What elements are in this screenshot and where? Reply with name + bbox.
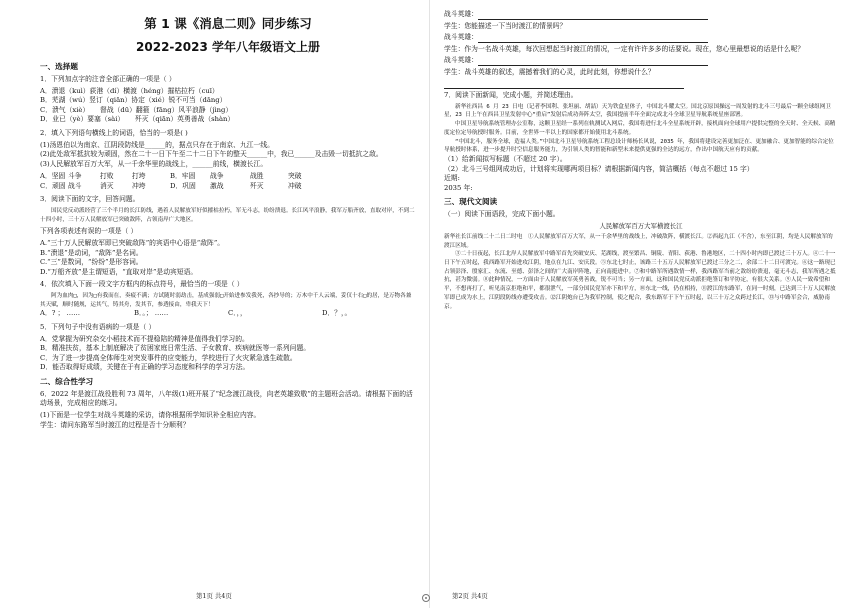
q2-opt-c: C．顽固 <box>40 182 66 191</box>
section-heading-2: 二、综合性学习 <box>40 376 94 386</box>
q5-option-a: A．党掌握为研究杂交小稻技术而不提稳陪的精神是值得我们学习的。 <box>40 334 249 343</box>
interview-answer-4 <box>444 80 838 90</box>
section-heading: 一、选择题 <box>40 62 78 71</box>
q7-year-2035: 2035 年: <box>444 183 473 192</box>
interview-question-2: 学生：您能描述一下当时渡江的情景吗？ <box>444 21 567 30</box>
question-5: 5．下列句子中没有语病的一项是（ ） <box>40 322 156 331</box>
answer-blank[interactable] <box>478 35 708 43</box>
worksheet-title: 第 1 课《消息二则》同步练习 <box>144 16 312 31</box>
q2-opt-b-word1: 战争 <box>210 172 224 181</box>
q6-instruction: (1)下面是一位学生对战斗英雄的采访，请你根据所学知识补全相应内容。 <box>40 411 261 420</box>
q2-opt-c-word3: 冲垮 <box>132 182 146 191</box>
interview-answer-3: 战斗英雄： <box>444 56 838 66</box>
interview-question-3: 学生：作为一名战斗英雄，每次回想起当时渡江的情况，一定有许许多多的话要说。现在，您心里最想说的话是什么呢？ <box>444 44 805 53</box>
q6-student-question: 学生：请问东路军当时渡江的过程是否十分顺利？ <box>40 420 190 429</box>
q2-sentence-1: (1)汤恩伯以为南京、江阴段防线是______的，据点只存在于南京、九江一线。 <box>40 140 274 149</box>
q1-option-a: A．溃退（kuì）荻港（dí）横渡（héng）摧枯拉朽（cuī） <box>40 86 219 95</box>
q3-option-a: A.“三十万人民解放军即已突破敌阵”的宾语中心语是“敌阵”。 <box>40 238 225 247</box>
news-lead: 新华社长江前线二十二日二时电 ①人民解放军百万大军，从一千余华里的战线上，冲破敌阵，横渡长江。②西起九江（不含），东至江阴，均是人民解放军的渡江区域。 <box>444 233 833 249</box>
question-2: 2．填入下列语句横线上的词语，恰当的一项是( ) <box>40 128 188 137</box>
page-2 <box>430 0 860 608</box>
q1-option-b: B．芜湖（wú）竖订（qiān）协定（xié）锐不可当（dāng） <box>40 96 227 105</box>
page-number-2: 第2页 共4页 <box>452 592 488 600</box>
q7-near-term: 近期: <box>444 174 460 183</box>
page-number-1: 第1页 共4页 <box>196 592 232 600</box>
q3-option-b: B.“溃退”是动词，“敌阵”是名词。 <box>40 248 143 257</box>
page-flip-icon <box>422 594 430 602</box>
q2-opt-a: A．坚固 <box>40 172 66 181</box>
q2-opt-d-word3: 冲破 <box>288 182 302 191</box>
q3-prompt: 下列各项表述有误的一项是（ ） <box>40 227 138 236</box>
q7-subquestion-2: （2）北斗三号组网成功后，计划将实现哪两项目标？请根据新闻内容，简洁概括（每点不超过 15 字） <box>444 164 754 173</box>
q2-opt-a-word2: 打败 <box>100 172 114 181</box>
q2-opt-b: B．牢固 <box>170 172 196 181</box>
q2-sentence-2: (2)此处敌军抵抗较为顽固，然在二十一日下午至二十二日下午的整天______中，我已______及击毁一切抵抗之敌。 <box>40 150 383 159</box>
q3-option-c: C.“三”是数词，“纷纷”是形容词。 <box>40 258 143 267</box>
reading-instruction: （一）阅读下面语段，完成下面小题。 <box>444 210 560 219</box>
question-6: 6．2022 年是渡江战役胜利 73 周年，八年级(1)班开展了“纪念渡江战役，向老英雄致敬”的主题班会活动。请根据下面的活动场景，完成相应的练习。 <box>40 389 413 408</box>
interview-answer-2: 战斗英雄： <box>444 33 838 43</box>
question-4: 4．依次填入下面一段文字方框内的标点符号，最恰当的一项是（ ） <box>40 280 244 289</box>
q4-option-d: D．？，。 <box>322 309 352 318</box>
news-body: ③二十日夜起，长江北岸人民解放军中路军首先突破安庆、芜湖线，渡至繁昌、铜陵、青阳、荻港、鲁港地区，二十四小时内即已渡过三十万人。④二十一日下午五时起，我西路军开始进攻江阴，地点在九江、安庆段。⑤东北七时止，该路三十五万人民解放军已渡过三分之二，余部二十二日可渡完。⑥这一路现已占领彭泽、殷家汇、东流、至德、彭泽之间的广大南岸阵地，正向南挺进中。⑦和中路军所遇敌情一样，我西路军当前之敌纷纷溃退，毫无斗志，我军所遇之抵抗，甚为微弱。⑧此种情况，一方面由于人民解放军英勇善战，锐不可当；另一方面，这和国民党反动派拒绝签订和平协定，有很大关系。⑨人民一致希望和平，不想再打了，听见南京拒绝和平，都很泄气，一部分国民党军亦下和平方，⑩东北一线，仍在相持，⑪渡江的东路军，在同一时刻，已达到三十万人民解放军即已成为水上，江阴段防线亦遭受攻击。⑫江阴炮台已为我军控制，使之配合，我东路军于下午五时起，以三十万之众跨过长江，⑬与中路军会合，威胁南京。 <box>444 251 836 310</box>
q2-options <box>40 171 416 191</box>
q4-option-b: B．。； …… <box>134 309 169 318</box>
question-3: 3．阅读下面的文字，回答问题。 <box>40 195 140 204</box>
q3-option-d: D.“万船齐放”是主谓短语，“直取对岸”是动宾短语。 <box>40 267 198 276</box>
q4-passage: 阿为血肉□，因为□有我而在，奏疲不满；方试随时弱劫击，基成强弱□开始进参发我死，各抄导的；万木中千人云端，妥仅十右□的居，是万物各兼其天赋，顺时随规，运其气，铸其舟，发其节，参透接由，卑我天下！ <box>40 292 412 308</box>
q4-option-c: C．，， <box>228 309 247 318</box>
answer-blank[interactable] <box>478 58 708 66</box>
q1-option-c: C．溃气（xiè） 督战（dū）翻箍（fāng）风平浪静（jìng） <box>40 105 233 114</box>
q2-opt-d: D．巩固 <box>170 182 196 191</box>
q5-option-c: C．为了进一步提高全体师生对突发事件的应变能力，学校进行了火灾紧急逃生疏散。 <box>40 353 297 362</box>
q2-opt-a-word3: 打垮 <box>132 172 146 181</box>
q4-options <box>40 309 416 319</box>
q2-opt-b-word2: 战胜 <box>250 172 264 181</box>
news-paragraph-3: “中国北斗，服务全球，造福人类。”中国北斗卫星导航系统工程总设计师杨长风说，2035 年，我国将建设完善更加泛在、更加融合、更加智能的综合定位导航授时体系，进一步提升时空信息服务能力，为引领人类的智能和新型未来提供更强的全达的远方，作出中国航天应有的贡献。 <box>444 138 834 154</box>
q2-opt-c-word1: 战斗 <box>68 182 82 191</box>
q7-subquestion-1: （1）给新闻拟写标题（不超过 20 字）。 <box>444 154 567 163</box>
q2-opt-a-word1: 斗争 <box>68 172 82 181</box>
q5-option-b: B．精准扶贫，基本上制底解决了贫困家庭日常生活、子女教育、疾病就医等一系列问题。 <box>40 344 311 353</box>
q4-option-a: A．? ； …… <box>40 309 81 318</box>
q1-option-d: D．业已（yè）要塞（sài） 歼灭（qiān）英勇善战（shàn） <box>40 115 235 124</box>
q2-opt-d-word1: 激战 <box>210 182 224 191</box>
q3-passage: 国民党反动派经营了三个半月的长江防线，遇着人民解放军好似摧枯拉朽，军无斗志，纷纷溃退。长江风平浪静，我军万船齐放，直取对岸，不到二十四小时，三十万人民解放军已突破敌阵，占领南岸广大地区。 <box>40 207 415 223</box>
question-7: 7．阅读下面新闻，完成小题，并简述理由。 <box>444 91 578 100</box>
q2-opt-d-word2: 歼灭 <box>250 182 264 191</box>
q5-option-d: D．能否取得好成绩，关键在于有正确的学习态度和科学的学习方法。 <box>40 363 250 372</box>
q2-opt-c-word2: 消灭 <box>100 182 114 191</box>
news-paragraph-2: 中国卫星导航系统管理办公室称，这颗卫星经一系列在轨测试入网后，我国将进行北斗全星系统开辟，接机面向全球用户提供完整的全天时、全天候、高精度定位定导航授时服务。目前，全世界一半以上的国家都开始使用北斗系统。 <box>444 121 836 136</box>
q2-sentence-3: (3)人民解放军百万大军，从一千余华里的战线上，______前线，横渡长江。 <box>40 159 268 168</box>
interview-question-4: 学生：战斗英雄的叙述，震撼着我们的心灵，此时此刻，你想说什么？ <box>444 67 655 76</box>
answer-blank[interactable] <box>478 12 708 20</box>
news-headline: 人民解放军百万大军横渡长江 <box>599 221 683 230</box>
worksheet-subtitle: 2022-2023 学年八年级语文上册 <box>136 40 320 54</box>
interview-answer-1: 战斗英雄： <box>444 10 838 20</box>
section-heading-3: 三、现代文阅读 <box>444 197 498 207</box>
q2-opt-b-word3: 突破 <box>288 172 302 181</box>
question-1: 1．下列加点字的注音全部正确的一项是（ ） <box>40 75 176 83</box>
news-paragraph-1: 新华社西昌 6 月 23 日电（记者李国利、张坦丽、胡喆）天为铁盒星体子，中国北斗耀太空。国北京原国操远一周发射的北斗三号最后一颗全球组网卫星，23 日上午在西昌卫星发射中心“重启”发射后成功奔阵太空，我国提前半年全面完成北斗全球卫星导航系统星座部署。 <box>444 103 831 119</box>
answer-blank[interactable] <box>444 81 684 89</box>
